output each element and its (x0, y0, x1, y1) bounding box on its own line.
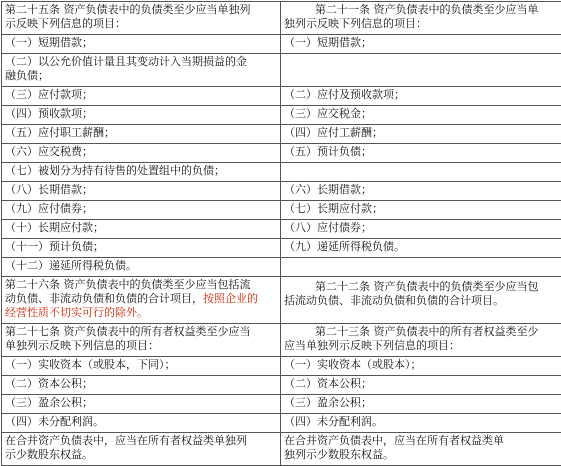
left-cell (2, 54, 281, 87)
cell-line: 在合并资产负债表中，应当在所有者权益类单 (284, 434, 561, 448)
right-cell (281, 2, 561, 35)
cell-line: 在合并资产负债表中，应当在所有者权益类单独列 (5, 434, 277, 448)
left-cell (2, 182, 281, 201)
cell-line: （一）实收资本（或股本）； (284, 358, 561, 372)
left-cell (2, 144, 281, 163)
cell-line: （四）未分配利润。 (284, 415, 561, 429)
table-row (2, 144, 561, 163)
cell-line: （二）资本公积； (5, 377, 277, 391)
cell-line: （十一）预计负债； (5, 240, 277, 254)
cell-line: 独列示反映下列信息的项目： (284, 17, 561, 31)
table-row (2, 376, 561, 395)
right-cell (281, 144, 561, 163)
cell-line: 示反映下列信息的项目： (5, 17, 277, 31)
cell-line: （七）被划分为持有待售的处置组中的负债； (5, 164, 277, 178)
cell-line: （五）预计负债； (284, 145, 561, 159)
comparison-table (1, 1, 561, 466)
right-cell (281, 414, 561, 433)
table-row (2, 87, 561, 106)
cell-line: 第二十五条 资产负债表中的负债类至少应当单独列 (5, 3, 277, 17)
cell-line: 第二十二条 资产负债表中的负债类至少应当包 (284, 278, 561, 294)
left-cell (2, 106, 281, 125)
left-cell (2, 414, 281, 433)
table-row (2, 239, 561, 258)
left-cell (2, 357, 281, 376)
table-row (2, 163, 561, 182)
cell-line: （九）应付债券； (5, 202, 277, 216)
cell-line: （八）应付债券； (284, 221, 561, 235)
right-cell (281, 395, 561, 414)
right-cell (281, 277, 561, 324)
cell-line: （五）应付职工薪酬； (5, 126, 277, 140)
right-cell (281, 35, 561, 54)
left-cell (2, 395, 281, 414)
right-cell (281, 376, 561, 395)
cell-line: 示少数股东权益。 (5, 448, 277, 462)
right-cell (281, 125, 561, 144)
right-cell (281, 324, 561, 357)
cell-line: （十）长期应付款； (5, 221, 277, 235)
table-row (2, 182, 561, 201)
table-row (2, 106, 561, 125)
left-cell (2, 201, 281, 220)
cell-line: （二）应付及预收款项； (284, 88, 561, 102)
cell-line: 第二十六条 资产负债表中的负债类至少应当包括流 (5, 278, 277, 292)
table-row (2, 324, 561, 357)
left-cell (2, 324, 281, 357)
highlight-line: 经营性质不切实可行的除外。 (5, 306, 277, 320)
left-cell (2, 376, 281, 395)
table-row (2, 357, 561, 376)
cell-line: （六）长期借款； (284, 183, 561, 197)
cell-line: （三）盈余公积； (284, 396, 561, 410)
cell-line: 第二十一条 资产负债表中的负债类至少应当单 (284, 3, 561, 17)
cell-line: （一）实收资本（或股本，下同）； (5, 358, 277, 372)
cell-line (5, 292, 277, 306)
left-cell (2, 239, 281, 258)
right-cell (281, 87, 561, 106)
table-row (2, 125, 561, 144)
table-row (2, 414, 561, 433)
cell-line: （四）预收款项； (5, 107, 277, 121)
right-cell (281, 220, 561, 239)
table-row (2, 258, 561, 277)
left-cell (2, 258, 281, 277)
left-cell (2, 125, 281, 144)
left-cell (2, 163, 281, 182)
left-cell (2, 87, 281, 106)
cell-line: 单独列示反映下列信息的项目： (5, 339, 277, 353)
left-cell (2, 35, 281, 54)
right-cell (281, 357, 561, 376)
cell-line: 应当单独列示反映下列信息的项目： (284, 339, 561, 353)
cell-line: （九）递延所得税负债。 (284, 240, 561, 254)
right-cell (281, 201, 561, 220)
right-cell (281, 258, 561, 277)
table-row (2, 433, 561, 466)
comparison-document (1, 1, 560, 423)
cell-line: （八）长期借款； (5, 183, 277, 197)
table-row (2, 35, 561, 54)
table-row (2, 201, 561, 220)
table-row (2, 54, 561, 87)
left-cell (2, 2, 281, 35)
left-cell (2, 277, 281, 324)
table-row (2, 277, 561, 324)
cell-line: 第二十七条 资产负债表中的所有者权益类至少应当 (5, 325, 277, 339)
left-cell (2, 433, 281, 466)
cell-line: （三）盈余公积； (5, 396, 277, 410)
cell-line: （二）资本公积； (284, 377, 561, 391)
right-cell (281, 182, 561, 201)
right-cell (281, 106, 561, 125)
table-row (2, 395, 561, 414)
cell-line: （三）应付款项； (5, 88, 277, 102)
right-cell (281, 163, 561, 182)
cell-line: 融负债； (5, 69, 277, 83)
table-row (2, 220, 561, 239)
cell-line: （三）应交税金； (284, 107, 561, 121)
cell-line: （七）长期应付款； (284, 202, 561, 216)
cell-line: 第二十三条 资产负债表中的所有者权益类至少 (284, 325, 561, 339)
cell-line: （四）未分配利润。 (5, 415, 277, 429)
cell-line: 括流动负债、非流动负债和负债的合计项目。 (284, 294, 561, 308)
cell-line: （四）应付工薪酬； (284, 126, 561, 140)
highlight-text: 按照企业的 (203, 292, 258, 305)
right-cell (281, 54, 561, 87)
table-row (2, 2, 561, 35)
left-cell (2, 220, 281, 239)
cell-line: 独列示少数股东权益。 (284, 448, 561, 462)
cell-line: （一）短期借款； (5, 36, 277, 50)
cell-line: （一）短期借款； (284, 36, 561, 50)
cell-line: （二）以公允价值计量且其变动计入当期损益的金 (5, 55, 277, 69)
right-cell (281, 433, 561, 466)
cell-text: 动负债、非流动负债和负债的合计项目， (5, 292, 203, 305)
cell-line: （六）应交税费； (5, 145, 277, 159)
right-cell (281, 239, 561, 258)
cell-line: （十二）递延所得税负债。 (5, 259, 277, 273)
